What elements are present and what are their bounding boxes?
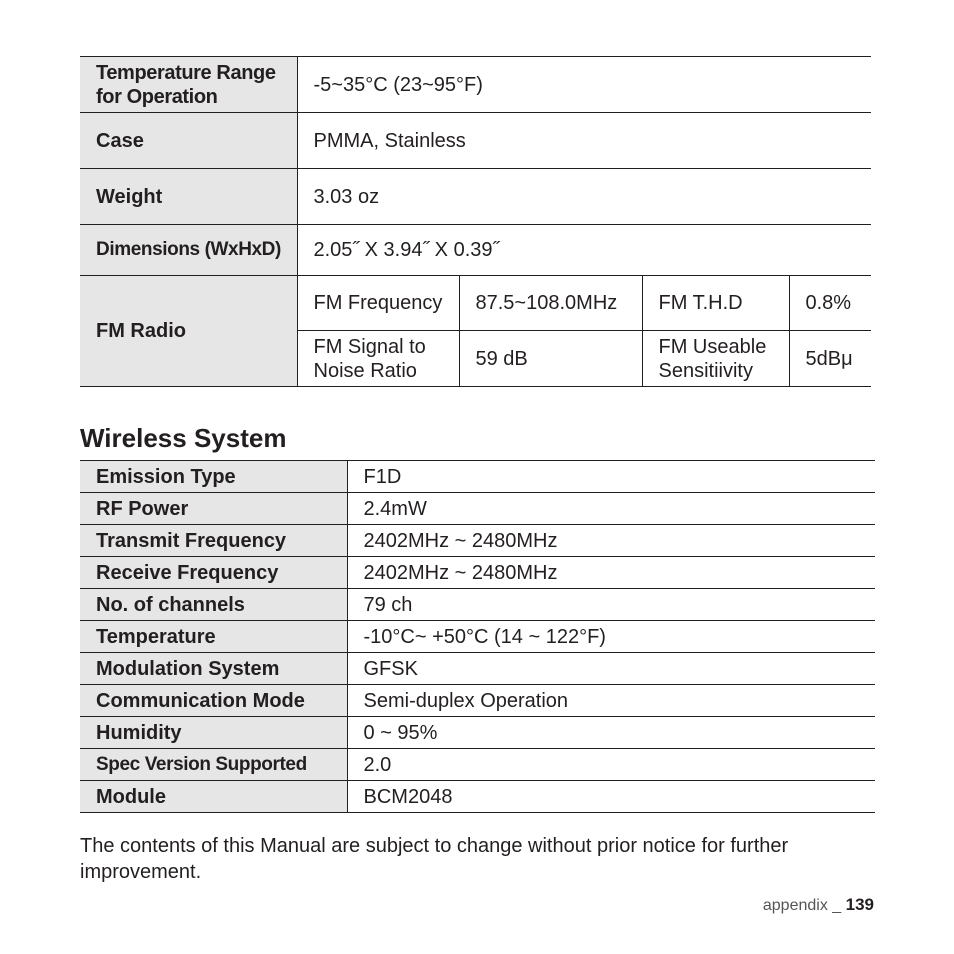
wireless-value: 2.0: [347, 749, 875, 781]
spec-value: -5~35°C (23~95°F): [297, 57, 871, 113]
spec-row-case: [80, 113, 871, 169]
spec-label: Dimensions (WxHxD): [80, 225, 297, 276]
wireless-row: [80, 461, 875, 493]
spec-value: 2.05˝ X 3.94˝ X 0.39˝: [297, 225, 871, 276]
fm-key: FM Signal to Noise Ratio: [297, 331, 459, 387]
wireless-value: Semi-duplex Operation: [347, 685, 875, 717]
wireless-row: [80, 493, 875, 525]
spec-row-weight: [80, 169, 871, 225]
spec-label: Temperature Range for Operation: [80, 57, 297, 113]
wireless-row: [80, 589, 875, 621]
spec-label: Case: [80, 113, 297, 169]
spec-label: Weight: [80, 169, 297, 225]
fm-value: 59 dB: [459, 331, 642, 387]
wireless-row: [80, 717, 875, 749]
fm-value: 0.8%: [789, 276, 871, 331]
fm-key: FM Useable Sensitiivity: [642, 331, 789, 387]
wireless-row: [80, 781, 875, 813]
fm-key: FM Frequency: [297, 276, 459, 331]
wireless-row: [80, 685, 875, 717]
wireless-label: Module: [80, 781, 347, 813]
wireless-label: Transmit Frequency: [80, 525, 347, 557]
specs-table: [80, 56, 871, 387]
spec-row-fm-1: [80, 276, 871, 331]
wireless-value: F1D: [347, 461, 875, 493]
section-title: Wireless System: [80, 423, 287, 453]
wireless-label: Spec Version Supported: [80, 749, 347, 781]
fm-value: 87.5~108.0MHz: [459, 276, 642, 331]
wireless-table: [80, 460, 875, 813]
wireless-value: 2402MHz ~ 2480MHz: [347, 557, 875, 589]
spec-row-dimensions: [80, 225, 871, 276]
footer-section: appendix _: [762, 897, 842, 914]
fm-value: 5dBμ: [789, 331, 871, 387]
spec-value: 3.03 oz: [297, 169, 871, 225]
wireless-label: Modulation System: [80, 653, 347, 685]
wireless-label: No. of channels: [80, 589, 347, 621]
wireless-value: 2.4mW: [347, 493, 875, 525]
spec-row-temperature: [80, 57, 871, 113]
wireless-row: [80, 749, 875, 781]
spec-label: FM Radio: [80, 276, 297, 387]
wireless-value: -10°C~ +50°C (14 ~ 122°F): [347, 621, 875, 653]
wireless-value: 0 ~ 95%: [347, 717, 875, 749]
wireless-value: 2402MHz ~ 2480MHz: [347, 525, 875, 557]
fm-key: FM T.H.D: [642, 276, 789, 331]
disclaimer-note: The contents of this Manual are subject to change without prior notice for further improvement.: [80, 835, 789, 883]
page-number: 139: [845, 895, 874, 914]
wireless-row: [80, 557, 875, 589]
wireless-row: [80, 525, 875, 557]
wireless-row: [80, 653, 875, 685]
wireless-label: RF Power: [80, 493, 347, 525]
wireless-label: Communication Mode: [80, 685, 347, 717]
wireless-label: Receive Frequency: [80, 557, 347, 589]
page-footer: [763, 895, 874, 915]
wireless-value: 79 ch: [347, 589, 875, 621]
spec-value: PMMA, Stainless: [297, 113, 871, 169]
wireless-label: Temperature: [80, 621, 347, 653]
wireless-value: BCM2048: [347, 781, 875, 813]
wireless-label: Emission Type: [80, 461, 347, 493]
wireless-row: [80, 621, 875, 653]
wireless-value: GFSK: [347, 653, 875, 685]
wireless-label: Humidity: [80, 717, 347, 749]
